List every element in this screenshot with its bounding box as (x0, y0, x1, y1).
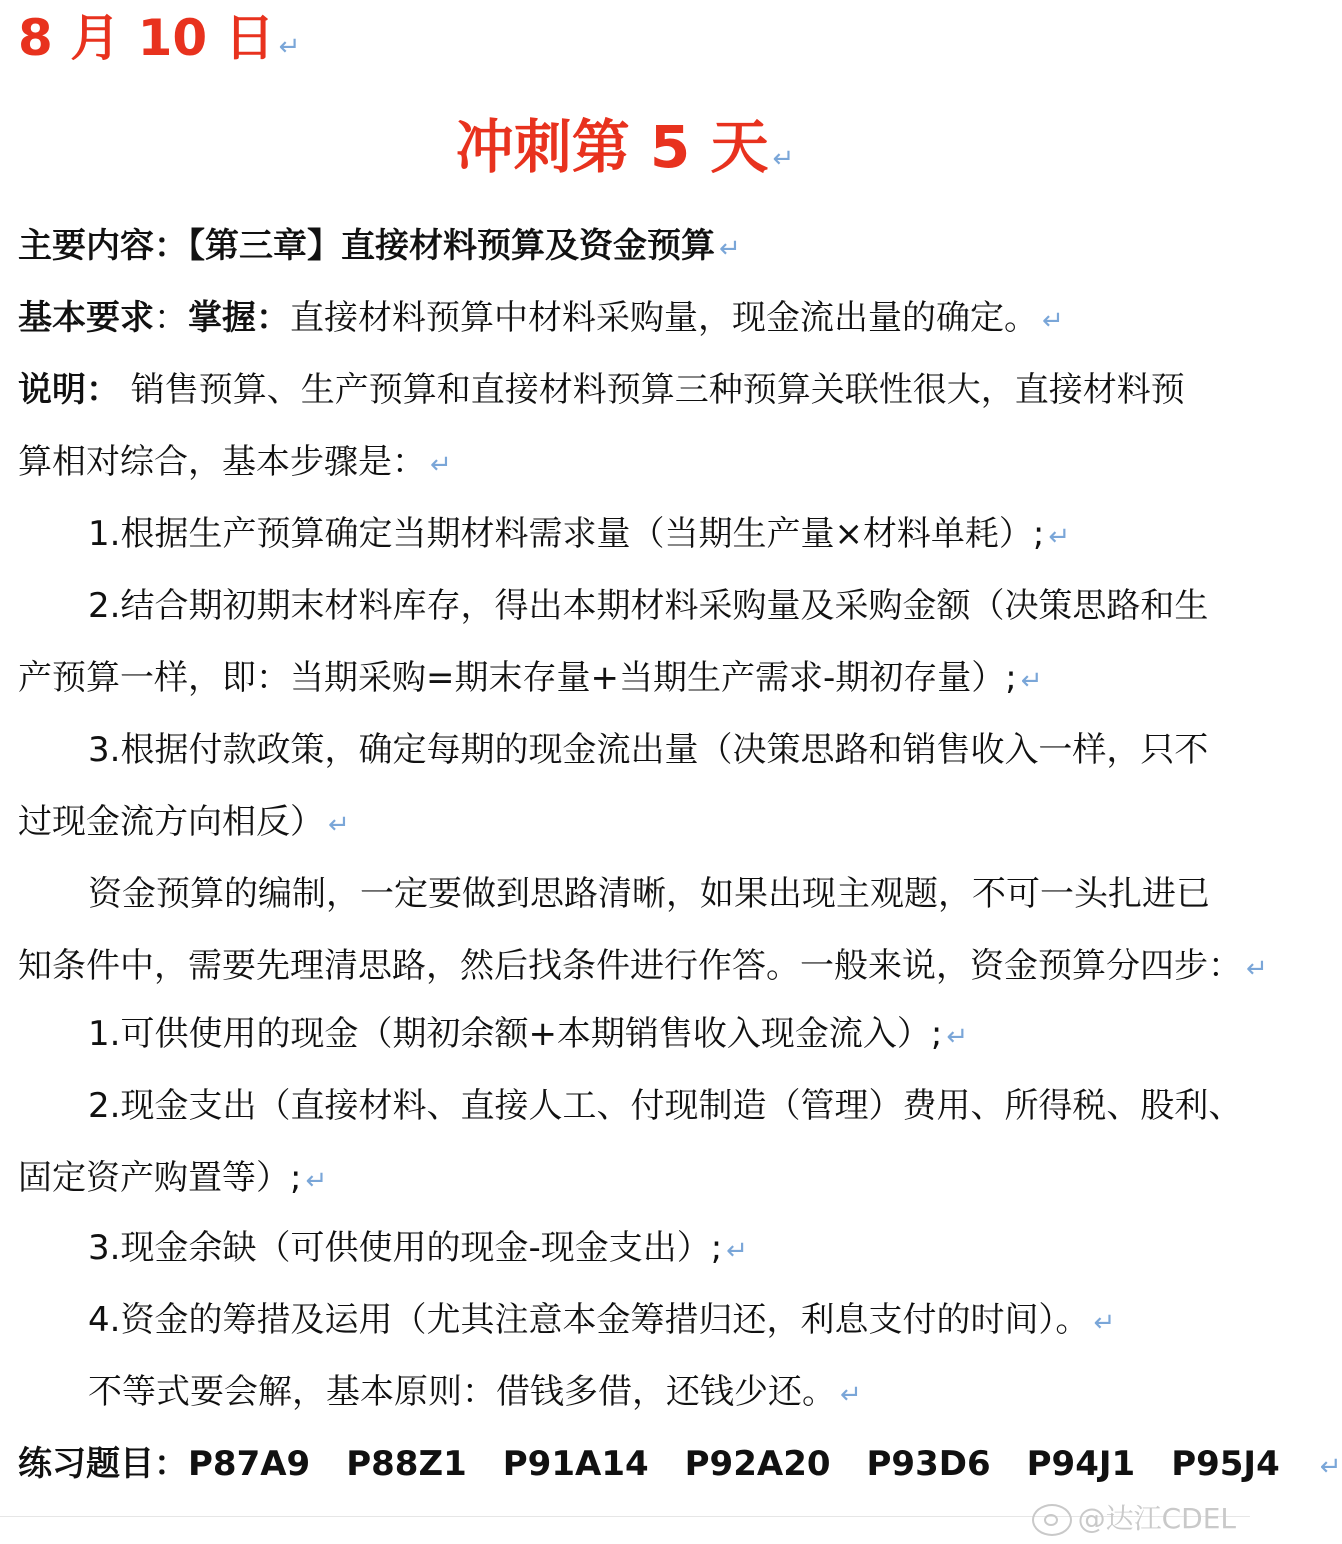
return-mark-icon: ↵ (1093, 1308, 1116, 1338)
fund-step-2-line-2 (18, 1158, 327, 1201)
basic-requirement-label: 基本要求 (18, 298, 154, 338)
practice-item: P91A14 (502, 1444, 649, 1484)
explanation-line-2 (18, 442, 452, 485)
fund-intro-text-2: 知条件中，需要先理清思路，然后找条件进行作答。一般来说，资金预算分四步： (18, 946, 1242, 986)
master-label: 掌握： (188, 298, 290, 338)
step-2-line-2 (18, 658, 1043, 701)
fund-intro-line-2 (18, 946, 1268, 989)
practice-item: P87A9 (188, 1444, 311, 1484)
return-mark-icon: ↵ (1042, 306, 1064, 336)
explanation-label: 说明： (18, 370, 120, 410)
watermark (1032, 1497, 1236, 1537)
step-2-text-2: 产预算一样，即：当期采购=期末存量+当期生产需求-期初存量）; (18, 658, 1017, 698)
practice-label: 练习题目： (18, 1444, 188, 1484)
return-mark-icon: ↵ (278, 32, 301, 62)
step-2-line-1 (88, 586, 1208, 626)
step-1-text: 1.根据生产预算确定当期材料需求量（当期生产量×材料单耗）; (88, 514, 1045, 554)
fund-step-2-text-1: 2.现金支出（直接材料、直接人工、付现制造（管理）费用、所得税、股利、 (88, 1086, 1243, 1126)
practice-item: P92A20 (684, 1444, 831, 1484)
fund-step-1 (88, 1014, 968, 1057)
step-1 (88, 514, 1070, 557)
return-mark-icon: ↵ (946, 1022, 969, 1052)
fund-step-1-text: 1.可供使用的现金（期初余额+本期销售收入现金流入）; (88, 1014, 943, 1054)
fund-step-3-text: 3.现金余缺（可供使用的现金-现金支出）; (88, 1228, 723, 1268)
return-mark-icon: ↵ (430, 450, 452, 480)
fund-intro-text-1: 资金预算的编制，一定要做到思路清晰，如果出现主观题，不可一头扎进已 (88, 874, 1210, 914)
practice-item: P95J4 (1171, 1444, 1280, 1484)
return-mark-icon: ↵ (328, 810, 350, 840)
return-mark-icon: ↵ (1048, 522, 1071, 552)
return-mark-icon: ↵ (840, 1380, 862, 1410)
practice-item: P88Z1 (346, 1444, 467, 1484)
page-title (0, 114, 1250, 192)
practice-item: P94J1 (1026, 1444, 1136, 1484)
fund-step-2-line-1 (88, 1086, 1242, 1126)
practice-line (18, 1444, 1342, 1487)
return-mark-icon: ↵ (726, 1236, 748, 1266)
return-mark-icon: ↵ (772, 144, 795, 174)
step-2-text-1: 2.结合期初期末材料库存，得出本期材料采购量及采购金额（决策思路和生 (88, 586, 1209, 626)
fund-intro-line-1 (88, 874, 1210, 914)
weibo-icon (1032, 1504, 1072, 1536)
step-3-line-2 (18, 802, 350, 845)
step-3-text-1: 3.根据付款政策，确定每期的现金流出量（决策思路和销售收入一样，只不 (88, 730, 1209, 770)
return-mark-icon: ↵ (1246, 954, 1268, 984)
fund-step-4 (88, 1300, 1115, 1343)
title-text: 冲刺第 5 天 (455, 113, 769, 181)
basic-requirement-line (18, 298, 1064, 341)
fund-step-4-text: 4.资金的筹措及运用（尤其注意本金筹措归还，利息支付的时间）。 (88, 1300, 1090, 1340)
watermark-text: @达江CDEL (1077, 1502, 1236, 1535)
explanation-text-2: 算相对综合，基本步骤是： (18, 442, 426, 482)
return-mark-icon: ↵ (719, 234, 741, 264)
explanation-text-1: 销售预算、生产预算和直接材料预算三种预算关联性很大，直接材料预 (120, 370, 1185, 410)
return-mark-icon: ↵ (1319, 1452, 1342, 1482)
inequality-text: 不等式要会解，基本原则：借钱多借，还钱少还。 (88, 1372, 836, 1412)
basic-requirement-text: 直接材料预算中材料采购量，现金流出量的确定。 (290, 298, 1038, 338)
step-3-line-1 (88, 730, 1208, 770)
date-text: 8 月 10 日 (18, 9, 275, 67)
basic-requirement-colon: ： (154, 298, 188, 338)
return-mark-icon: ↵ (1020, 666, 1043, 696)
inequality-line (88, 1372, 862, 1415)
return-mark-icon: ↵ (305, 1166, 328, 1196)
step-3-text-2: 过现金流方向相反） (18, 802, 324, 842)
date-heading (18, 10, 300, 75)
fund-step-3 (88, 1228, 748, 1271)
practice-item: P93D6 (866, 1444, 991, 1484)
main-content-text: 主要内容：【第三章】直接材料预算及资金预算 (18, 226, 715, 266)
main-content-line (18, 226, 741, 269)
fund-step-2-text-2: 固定资产购置等）; (18, 1158, 302, 1198)
explanation-line-1 (18, 370, 1185, 410)
